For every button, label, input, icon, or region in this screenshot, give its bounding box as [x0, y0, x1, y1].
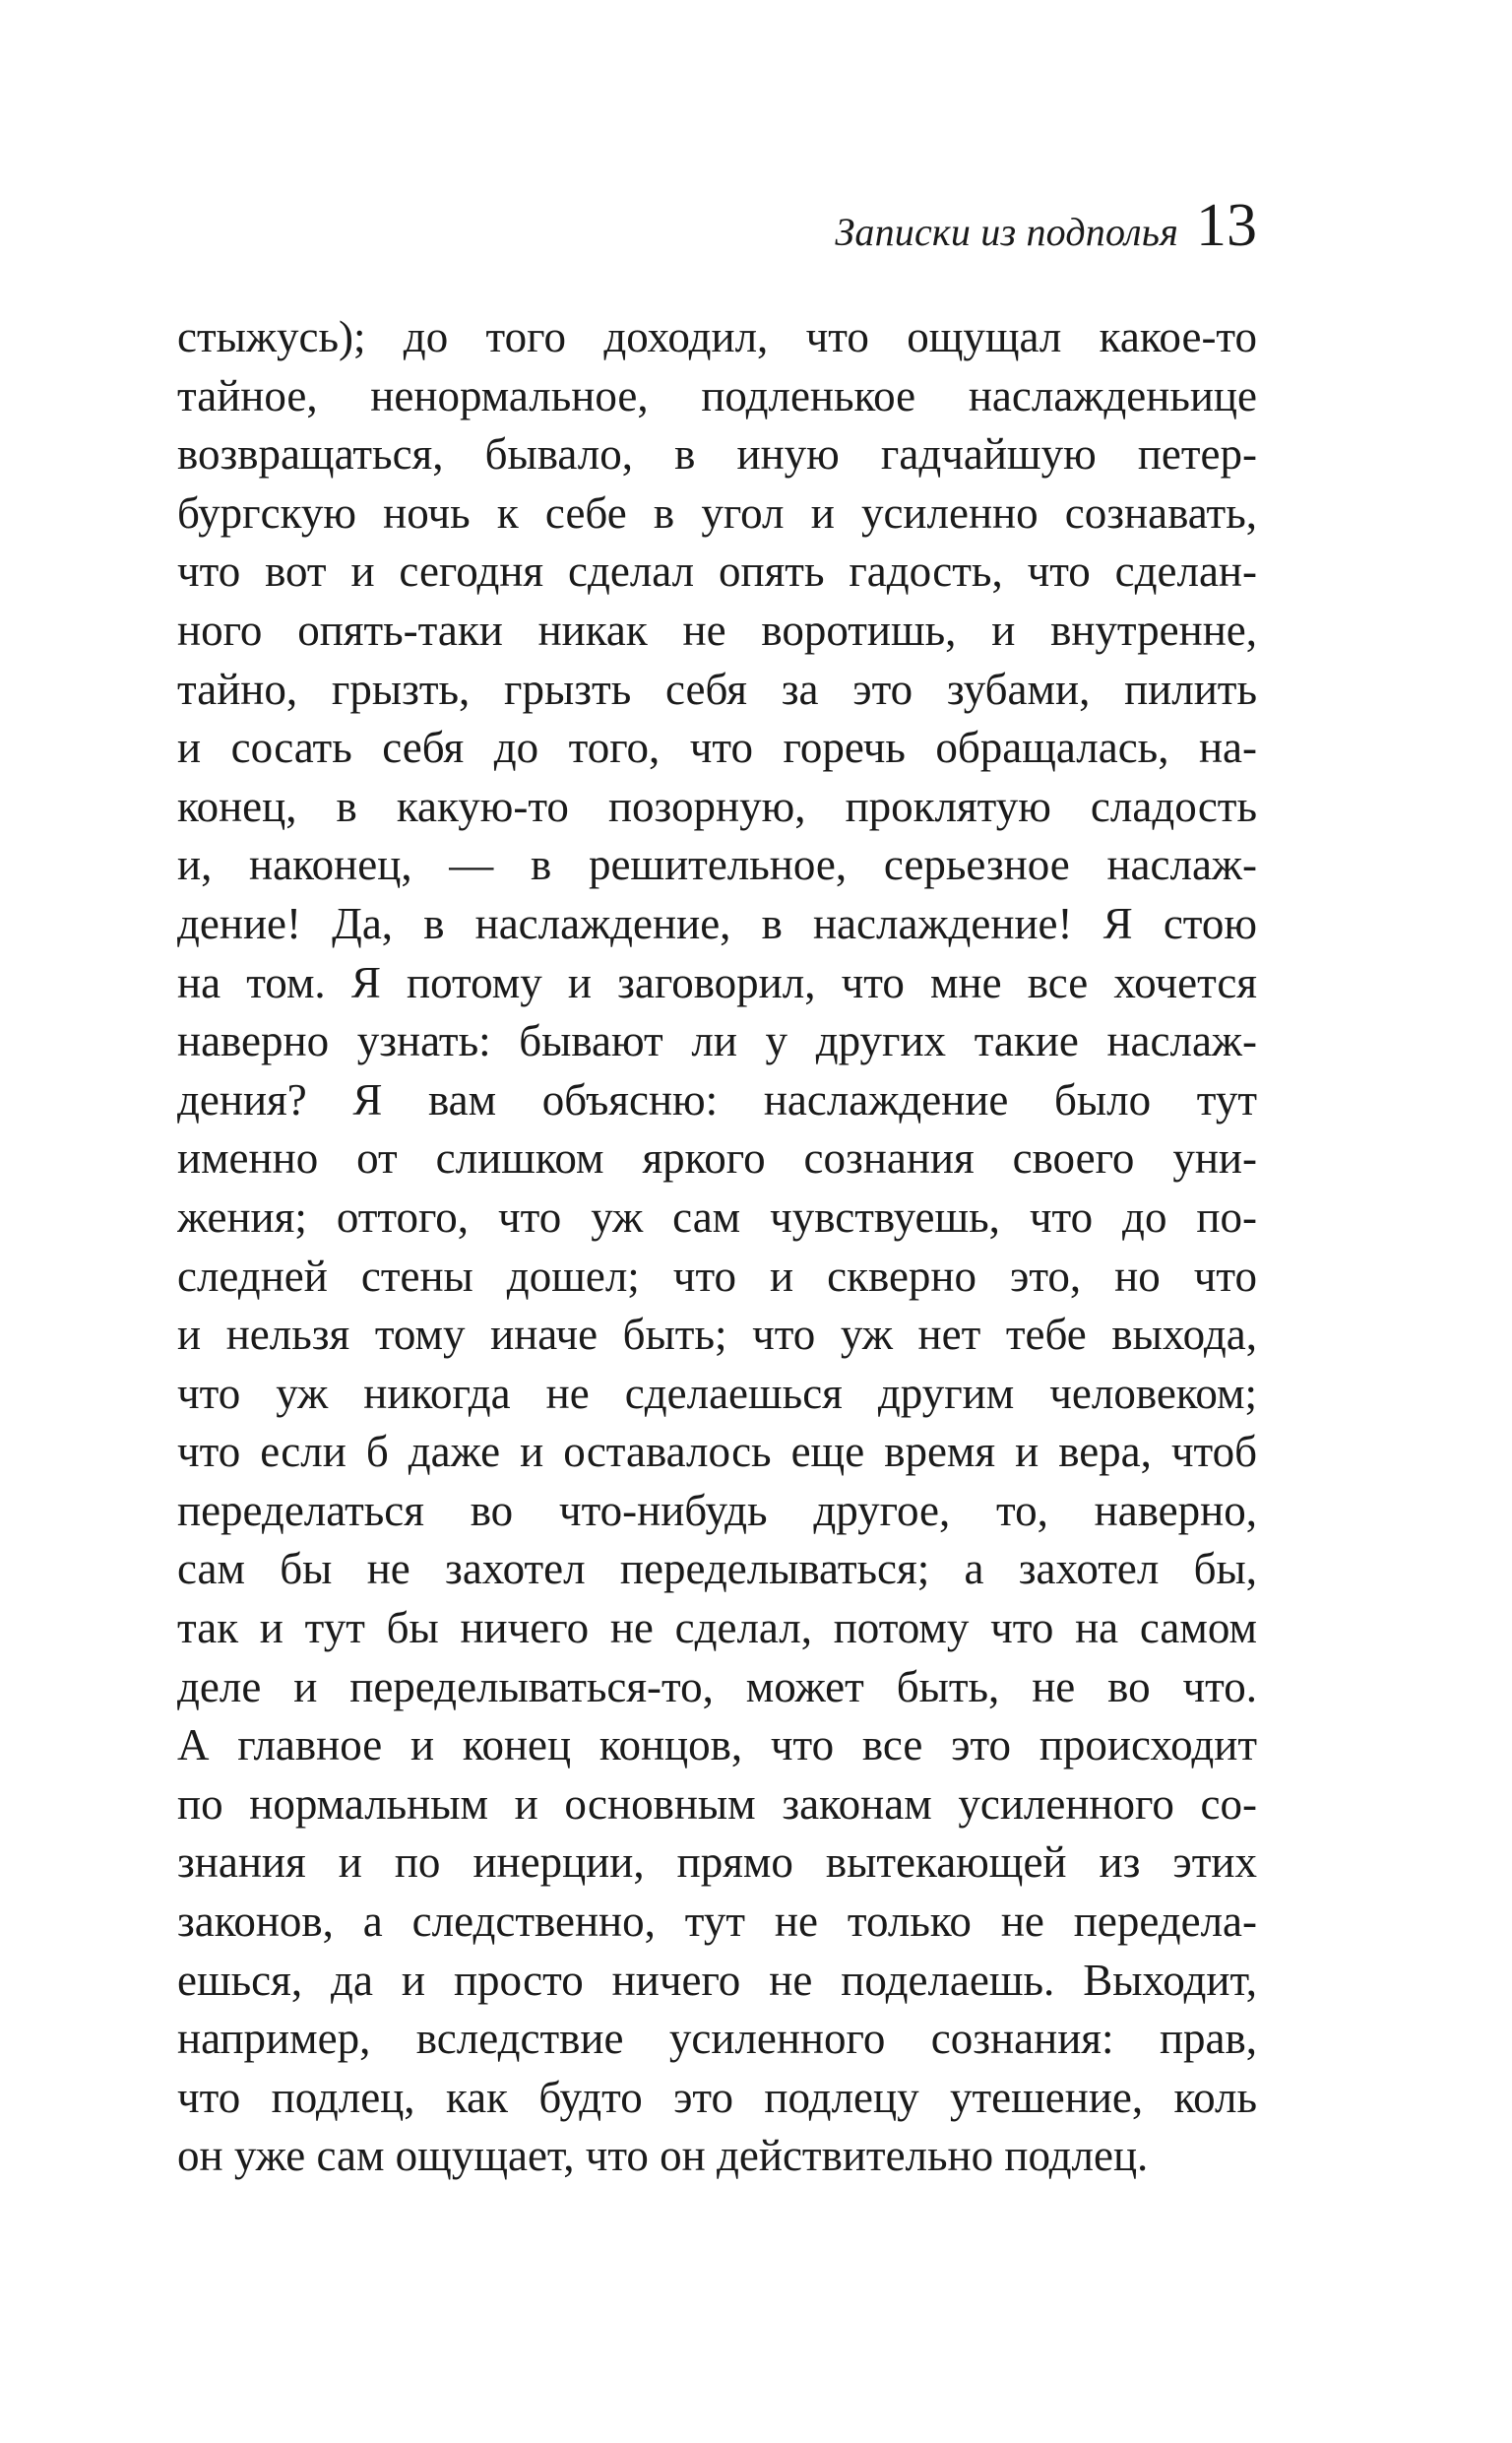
text-line: и, наконец, — в решительное, серьезное наслаж-: [177, 840, 1257, 890]
text-line: что если б даже и оставалось еще время и вера, чтоб: [177, 1427, 1257, 1477]
text-line: тайно, грызть, грызть себя за это зубами, пилить: [177, 664, 1257, 714]
running-title: Записки из подполья: [835, 210, 1178, 254]
text-line: переделаться во что-нибудь другое, то, наверно,: [177, 1485, 1257, 1535]
text-line: он уже сам ощущает, что он действительно подлец.: [177, 2131, 1149, 2181]
text-line: А главное и конец концов, что все это происходит: [177, 1720, 1257, 1770]
body-text: [177, 308, 1257, 2186]
text-line: тайное, ненормальное, подленькое наслажденьице: [177, 370, 1257, 420]
text-line: стыжусь); до того доходил, что ощущал какое-то: [177, 312, 1257, 361]
text-line: на том. Я потому и заговорил, что мне все хочется: [177, 957, 1257, 1007]
text-line: так и тут бы ничего не сделал, потому что на самом: [177, 1603, 1257, 1653]
text-line: например, вследствие усиленного сознания: прав,: [177, 2014, 1257, 2064]
text-line: возвращаться, бывало, в иную гадчайшую петер-: [177, 429, 1257, 480]
running-header: [177, 192, 1257, 274]
text-line: и нельзя тому иначе быть; что уж нет тебе выхода,: [177, 1310, 1257, 1360]
text-line: именно от слишком яркого сознания своего уни-: [177, 1133, 1257, 1184]
text-line: что вот и сегодня сделал опять гадость, что сделан-: [177, 546, 1257, 597]
page-number: 13: [1196, 192, 1257, 259]
text-line: и сосать себя до того, что горечь обращалась, на-: [177, 723, 1257, 773]
text-line: деле и переделываться-то, может быть, не во что.: [177, 1661, 1257, 1711]
text-line: жения; оттого, что уж сам чувствуешь, что до по-: [177, 1191, 1257, 1242]
text-line: наверно узнать: бывают ли у других такие наслаж-: [177, 1016, 1257, 1066]
text-line: дения? Я вам объясню: наслаждение было тут: [177, 1074, 1257, 1125]
text-line: следней стены дошел; что и скверно это, но что: [177, 1251, 1257, 1301]
text-line: конец, в какую-то позорную, проклятую сладость: [177, 781, 1257, 831]
text-line: по нормальным и основным законам усиленного со-: [177, 1778, 1257, 1829]
text-line: ешься, да и просто ничего не поделаешь. Выходит,: [177, 1955, 1257, 2005]
text-line: бургскую ночь к себе в угол и усиленно сознавать,: [177, 487, 1257, 538]
text-line: ного опять-таки никак не воротишь, и внутренне,: [177, 605, 1257, 655]
text-line: законов, а следственно, тут не только не передела-: [177, 1897, 1257, 1947]
text-line: что подлец, как будто это подлецу утешение, коль: [177, 2072, 1257, 2122]
text-line: знания и по инерции, прямо вытекающей из этих: [177, 1837, 1257, 1888]
text-line: что уж никогда не сделаешься другим человеком;: [177, 1368, 1257, 1418]
text-line: сам бы не захотел переделываться; а захотел бы,: [177, 1544, 1257, 1594]
text-line: дение! Да, в наслаждение, в наслаждение! Я стою: [177, 898, 1257, 948]
